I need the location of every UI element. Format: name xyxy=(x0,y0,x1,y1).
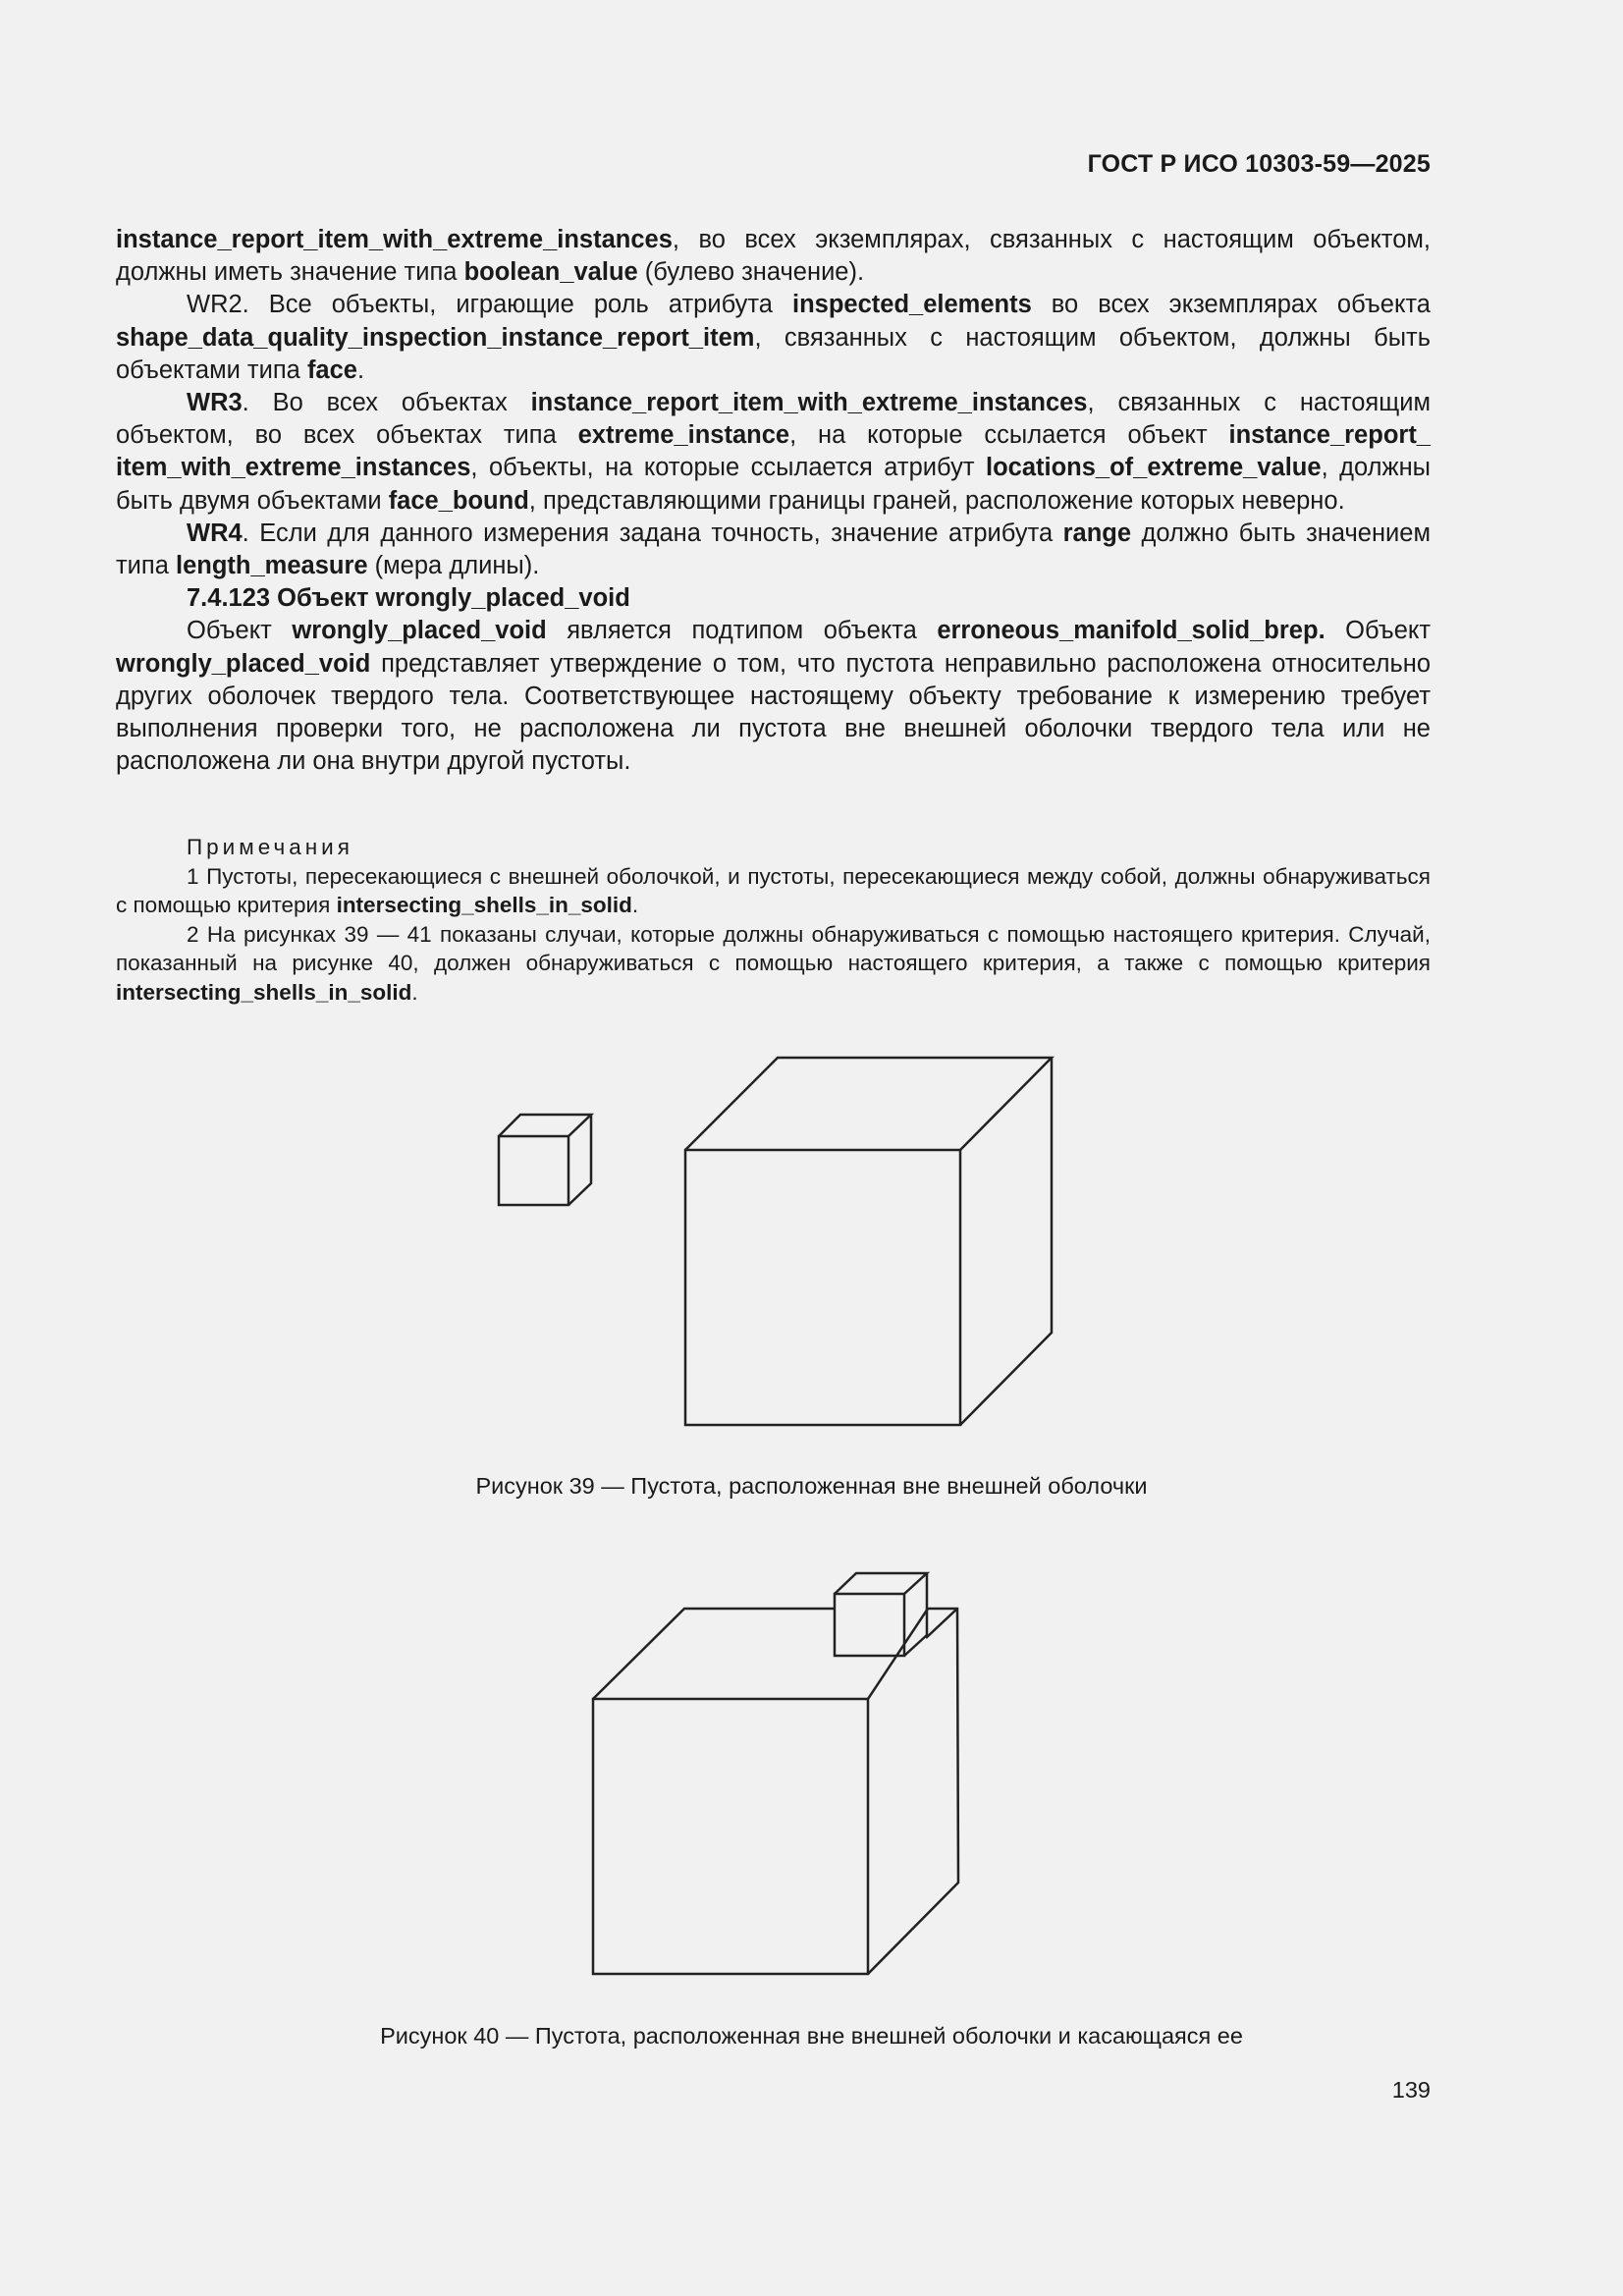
figure-40-svg xyxy=(0,1561,1623,1984)
section-heading: 7.4.123 Объект wrongly_placed_void xyxy=(187,584,630,613)
paragraph-continuation: instance_report_item_with_extreme_instances, во всех экземплярах, связанных с настоящим объектом, должны иметь значение типа boolean_value (булево значение). xyxy=(116,226,1431,287)
figure-40-drawing xyxy=(0,1561,1623,1984)
document-header: ГОСТ Р ИСО 10303-59—2025 xyxy=(1087,150,1431,178)
note-1: 1 Пустоты, пересекающиеся с внешней оболочкой, и пустоты, пересекающиеся между собой, должны обнаруживаться с помощью критерия intersecting_shells_in_solid. xyxy=(116,863,1431,917)
large-cube-outer-shell xyxy=(593,1609,958,1974)
page-number: 139 xyxy=(1391,2077,1431,2103)
small-cube-void xyxy=(835,1573,927,1656)
notes-block xyxy=(116,833,1431,1007)
figure-39-caption: Рисунок 39 — Пустота, расположенная вне внешней оболочки xyxy=(475,1473,1148,1499)
note-2: 2 На рисунках 39 — 41 показаны случаи, которые должны обнаруживаться с помощью настоящего критерия. Случай, показанный на рисунке 40, должен обнаруживаться с помощью настоящего критерия, а также с помощью критерия intersecting_shells_in_solid. xyxy=(116,921,1431,1005)
rule-wr3: WR3. Во всех объектах instance_report_item_with_extreme_instances, связанных с настоящим объектом, во всех объектах типа extreme_instance, на которые ссылается объект instance_report_ item_with_extreme_instances, объекты, на которые ссылается атрибут locations_of_extreme_value, должны быть двумя объектами face_bound, представляющими границы граней, расположение которых неверно. xyxy=(116,389,1431,515)
rule-wr4: WR4. Если для данного измерения задана точность, значение атрибута range должно быть значением типа length_measure (мера длины). xyxy=(116,519,1431,580)
paragraph-wrongly-placed-void: Объект wrongly_placed_void является подтипом объекта erroneous_manifold_solid_brep. Объект wrongly_placed_void представляет утверждение о том, что пустота неправильно расположена относительно других оболочек твердого тела. Соответствующее настоящему объекту требование к измерению требует выполнения проверки того, не расположена ли пустота вне внешней оболочки твердого тела или не расположена ли она внутри другой пустоты. xyxy=(116,617,1432,776)
figure-39-drawing xyxy=(0,1041,1623,1444)
large-cube-outer-shell xyxy=(685,1058,1052,1425)
main-text xyxy=(116,224,1431,778)
figure-39-svg xyxy=(0,1041,1623,1444)
figure-40-caption: Рисунок 40 — Пустота, расположенная вне внешней оболочки и касающаяся ее xyxy=(380,2023,1243,2049)
notes-heading: Примечания xyxy=(187,835,353,859)
rule-wr2: WR2. Все объекты, играющие роль атрибута inspected_elements во всех экземплярах объекта shape_data_quality_inspection_instance_report_item, связанных с настоящим объектом, должны быть объектами типа face. xyxy=(116,291,1431,384)
small-cube-void xyxy=(499,1115,591,1205)
